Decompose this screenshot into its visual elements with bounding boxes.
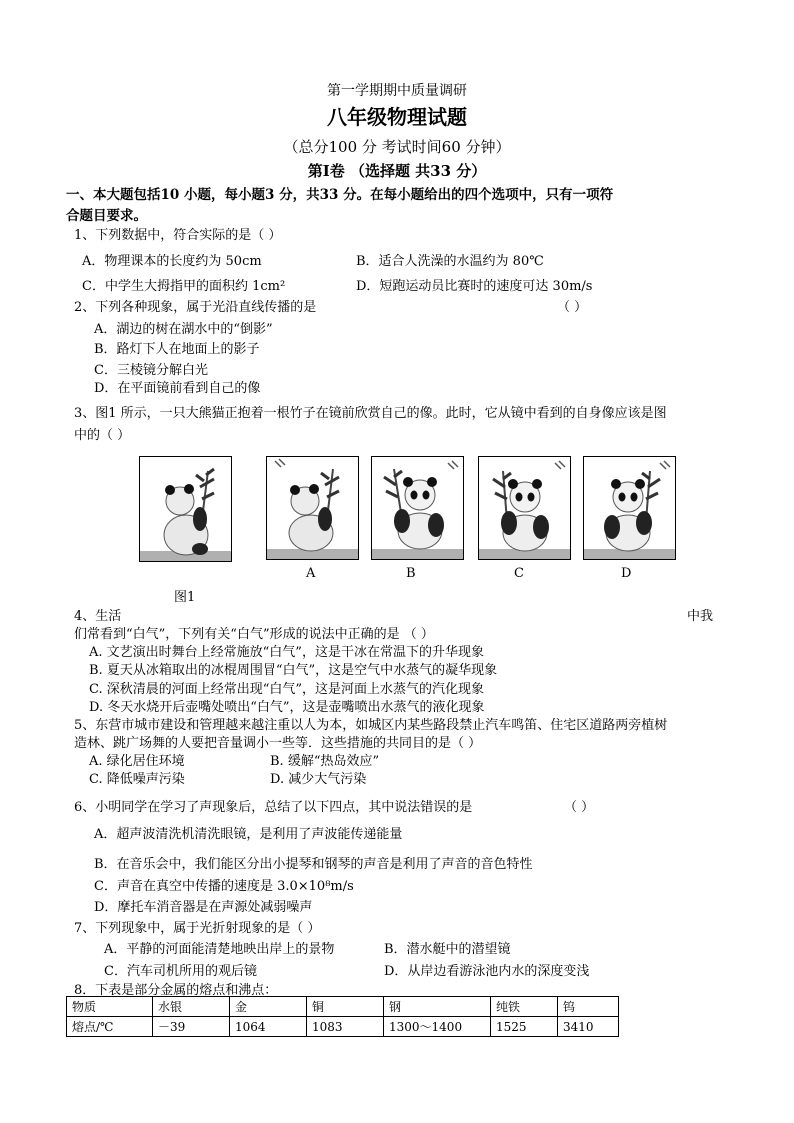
question-6-option-d: D．摩托车消音器是在声源处减弱噪声 [94,900,313,915]
question-4-option-d: D. 冬天水烧开后壶嘴处喷出“白气”，这是壶嘴喷出水蒸气的液化现象 [89,700,485,715]
question-6-stem: 6、小明同学在学习了声现象后，总结了以下四点，其中说法错误的是 [74,800,473,815]
table-cell: 钢 [384,997,491,1017]
figure-option-c-image [478,456,571,560]
question-5-stem-cont: 造林、跳广场舞的人要把音量调小一些等．这些措施的共同目的是（ ） [74,736,482,751]
question-7-option-b: B．潜水艇中的潜望镜 [384,942,511,957]
question-4-option-b: B. 夏天从冰箱取出的冰棍周围冒“白气”，这是空气中水蒸气的凝华现象 [89,663,498,678]
question-2-option-c: C．三棱镜分解白光 [94,363,208,378]
question-7-option-a: A．平静的河面能清楚地映出岸上的景物 [104,942,335,957]
panda-front-icon [584,457,675,559]
question-7-stem: 7、下列现象中，属于光折射现象的是（ ） [74,921,321,936]
part-heading: 第Ⅰ卷 （选择题 共33 分） [307,162,487,180]
table-cell: 熔点/℃ [67,1017,153,1037]
question-4-stem: 4、生活 [74,609,122,624]
melting-point-table [66,996,619,1037]
question-8-stem: 8．下表是部分金属的熔点和沸点： [74,983,278,998]
figure-label-c: C [514,566,524,581]
table-cell: 铜 [307,997,384,1017]
question-4-stem-cont: 们常看到“白气”，下列有关“白气”形成的说法中正确的是 （ ） [74,627,434,642]
question-3-stem: 3、图1 所示，一只大熊猫正抱着一根竹子在镜前欣赏自己的像。此时，它从镜中看到的自身像应该是图 [74,406,667,421]
question-5-option-c: C. 降低噪声污染 [89,772,185,787]
table-cell: 1083 [307,1017,384,1037]
question-1-option-b: B．适合人洗澡的水温约为 80℃ [356,254,544,269]
table-row [67,1017,619,1037]
table-cell: 1064 [230,1017,307,1037]
table-cell: 3410 [558,1017,619,1037]
question-7-option-d: D．从岸边看游泳池内水的深度变浅 [384,964,590,979]
table-cell: 水银 [153,997,230,1017]
figure-1-caption: 图1 [174,590,196,605]
panda-back-icon [140,457,231,561]
question-4-stem-right: 中我 [687,609,714,624]
question-5-option-a: A. 绿化居住环境 [89,754,185,769]
panda-back-icon [267,457,358,559]
table-cell: 1300～1400 [384,1017,491,1037]
exam-subtitle: （总分100 分 考试时间60 分钟） [283,138,511,156]
figure-option-d-image [583,456,676,560]
question-6-answer-paren: （ ） [564,800,595,815]
figure-label-a: A [306,566,316,581]
table-cell: 纯铁 [491,997,558,1017]
figure-option-a-image [266,456,359,560]
section-instruction-cont: 合题目要求。 [66,208,147,224]
exam-header-line: 第一学期期中质量调研 [327,83,467,99]
question-2-answer-paren: （ ） [557,300,588,315]
question-2-option-d: D．在平面镜前看到自己的像 [94,381,261,396]
question-4-option-a: A. 文艺演出时舞台上经常施放“白气”，这是干冰在常温下的升华现象 [89,645,484,660]
table-cell: －39 [153,1017,230,1037]
panda-front-icon [479,457,570,559]
question-2-option-b: B．路灯下人在地面上的影子 [94,342,260,357]
question-5-stem: 5、东营市城市建设和管理越来越注重以人为本，如城区内某些路段禁止汽车鸣笛、住宅区道路两旁植树 [74,718,668,733]
question-3-stem-cont: 中的（ ） [74,428,131,443]
question-7-option-c: C．汽车司机所用的观后镜 [104,964,257,979]
question-1-option-a: A．物理课本的长度约为 50cm [82,254,262,269]
table-cell: 钨 [558,997,619,1017]
question-5-option-b: B. 缓解“热岛效应” [270,754,380,769]
table-cell: 物质 [67,997,153,1017]
question-4-option-c: C. 深秋清晨的河面上经常出现“白气”，这是河面上水蒸气的汽化现象 [89,682,485,697]
question-1-option-c: C．中学生大拇指甲的面积约 1cm² [82,279,286,294]
panda-front-icon [372,457,463,559]
table-cell: 金 [230,997,307,1017]
question-2-stem: 2、下列各种现象，属于光沿直线传播的是 [74,300,317,315]
figure-label-b: B [406,566,416,581]
question-1-stem: 1、下列数据中，符合实际的是（ ） [74,228,282,243]
question-5-option-d: D. 减少大气污染 [270,772,367,787]
section-instruction: 一、本大题包括10 小题，每小题3 分，共33 分。在每小题给出的四个选项中，只有一项符 [66,187,614,203]
exam-title: 八年级物理试题 [327,105,467,129]
question-6-option-a: A．超声波清洗机清洗眼镜，是利用了声波能传递能量 [94,827,403,842]
figure-option-b-image [371,456,464,560]
question-2-option-a: A．湖边的树在湖水中的“倒影” [94,322,273,337]
figure-label-d: D [621,566,632,581]
table-header-row [67,997,619,1017]
table-cell: 1525 [491,1017,558,1037]
figure-1-original-image [139,456,232,562]
question-6-option-c: C．声音在真空中传播的速度是 3.0×10⁸m/s [94,879,354,894]
question-6-option-b: B．在音乐会中，我们能区分出小提琴和钢琴的声音是利用了声音的音色特性 [94,857,533,872]
question-1-option-d: D．短跑运动员比赛时的速度可达 30m/s [356,279,593,294]
